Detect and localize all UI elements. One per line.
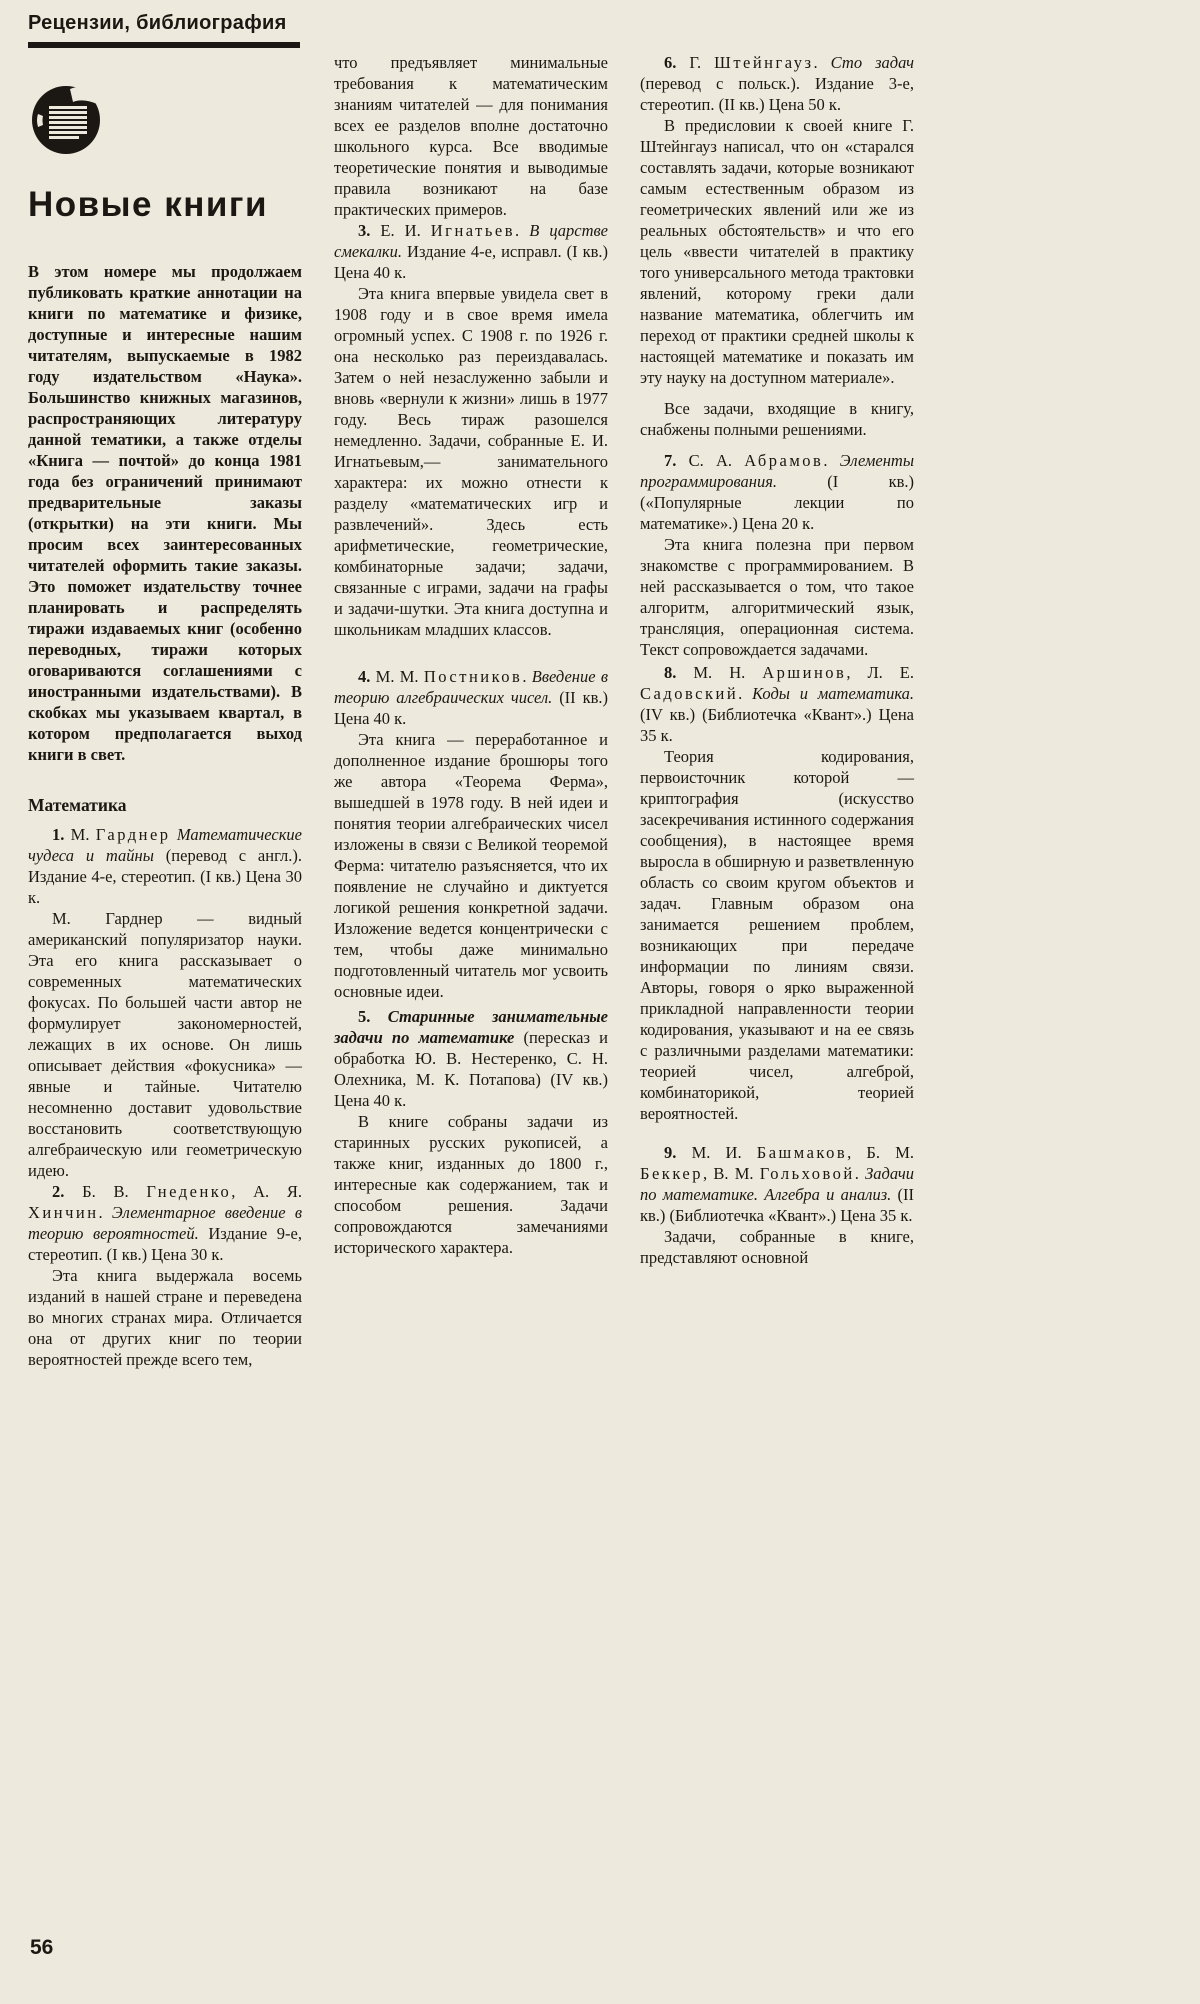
text-run: Аршинов xyxy=(762,663,847,682)
text-run: 1. xyxy=(52,824,71,844)
column-right xyxy=(640,52,914,1268)
text-run: Постников xyxy=(423,667,523,686)
text-run: . xyxy=(823,451,840,470)
text-run: Математические чудеса и тайны xyxy=(28,824,302,865)
paragraph: Эта книга полезна при первом знакомстве с программированием. В ней рассказывается о том, что такое алгоритм, алгоритмический язык, трансляция, операционная система. Текст сопровождается задачами. xyxy=(640,535,914,659)
text-run: Хинчин xyxy=(28,1202,99,1222)
book-entry xyxy=(28,824,302,908)
text-run: 8. xyxy=(664,663,694,682)
text-run: Элементарное введение в теорию вероятностей. xyxy=(28,1202,303,1243)
text-run: . xyxy=(98,1202,112,1222)
text-run: (I кв.) («Популярные лекции по математике».) Цена 20 к. xyxy=(640,472,914,533)
paragraph: В книге собраны задачи из старинных русских рукописей, а также книг, изданных до 1800 г., интересные как содержанием, так и способом решения. Задачи сопровождаются замечаниями исторического характера. xyxy=(334,1112,608,1257)
text-run: М. М. xyxy=(375,667,424,686)
paragraph: Эта книга впервые увидела свет в 1908 году и в свое время имела огромный успех. С 1908 г. по 1926 г. она несколько раз переиздавалась. Затем о ней незаслуженно забыли и вновь «вернули к жизни» лишь в 1977 году. Весь тираж разошелся немедленно. Задачи, собранные Е. И. Игнатьевым,— занимательного характера: их можно отнести к разделу «математических игр и развлечений». Здесь есть арифметические, геометрические, комбинаторные задачи; задачи, связанные с играми, задачи на графы и задачи-шутки. Эта книга доступна и школьникам младших классов. xyxy=(334,284,608,639)
book-entry xyxy=(334,1006,608,1111)
text-run: . xyxy=(854,1164,866,1183)
new-books-logo-icon xyxy=(30,82,108,156)
text-run: . xyxy=(515,221,530,240)
text-run: , В. М. xyxy=(703,1164,760,1183)
text-run: Гарднер xyxy=(95,824,171,844)
text-run: . xyxy=(813,53,831,72)
header-rule xyxy=(28,42,300,48)
text-run: Гнеденко xyxy=(146,1181,232,1201)
book-entry xyxy=(640,662,914,746)
text-run: М. И. xyxy=(691,1143,757,1162)
column-middle xyxy=(334,52,608,1258)
text-run: (IV кв.) (Библиотечка «Квант».) Цена 35 к. xyxy=(640,705,914,745)
section-heading: Математика xyxy=(28,794,127,815)
column-right-content xyxy=(640,52,914,1268)
text-run: Садовский xyxy=(640,684,739,703)
paragraph: Все задачи, входящие в книгу, снабжены полными решениями. xyxy=(640,399,914,439)
column-left-content xyxy=(28,261,302,1370)
text-run: 9. xyxy=(664,1143,692,1162)
text-run: Коды и математика. xyxy=(752,684,914,703)
text-run: Беккер xyxy=(640,1164,703,1183)
text-run: 4. xyxy=(358,667,376,686)
paragraph: Эта книга — переработанное и дополненное издание брошюры того же автора «Теорема Ферма», вышедшей в 1978 году. В ней идеи и понятия теории алгебраических чисел изложены в связи с Великой теоремой Ферма: читателю разъясняется, что их появление не случайно и диктуется логикой решения конкретной задачи. Изложение ведется концентрически с тем, чтобы даже минимально подготовленный читатель мог усвоить основные идеи. xyxy=(334,730,608,1001)
text-run: , Л. Е. xyxy=(846,663,914,682)
text-run: Штейнгауз xyxy=(714,53,814,72)
text-run: Введение в теорию алгебраических чисел. xyxy=(334,667,609,707)
column-left xyxy=(28,52,302,1370)
text-run: Гольховой xyxy=(759,1164,855,1183)
page-title: Новые книги xyxy=(28,185,269,224)
text-run: Элементы программирования. xyxy=(640,451,915,491)
text-run: Задачи по математике. Алгебра и анализ. xyxy=(640,1164,914,1204)
column-middle-content xyxy=(334,52,608,1258)
paragraph: М. Гарднер — видный американский популяризатор науки. Эта его книга рассказывает о современных математических фокусах. По большей части автор не формулирует закономерностей, лежащих в их основе. Он лишь описывает действия «фокусника» — явные и тайные. Читателю несомненно доставит удовольствие восстановить соответствующую алгебраическую или геометрическую идею. xyxy=(28,908,302,1180)
text-run: 6. xyxy=(664,53,690,72)
text-run: Абрамов xyxy=(744,451,824,470)
text-run: Издание 9-е, стереотип. (I кв.) Цена 30 к. xyxy=(28,1223,302,1264)
text-run: Игнатьев xyxy=(430,221,516,240)
text-run: (II кв.) Цена 40 к. xyxy=(334,688,608,728)
text-run: 7. xyxy=(664,451,689,470)
paragraph: Эта книга выдержала восемь изданий в нашей стране и переведена во многих странах мира. Отличается она от других книг по теории вероятностей прежде всего тем, xyxy=(28,1265,302,1369)
paragraph: Теория кодирования, первоисточник которой — криптография (искусство засекречивания истинного содержания сообщения), в настоящее время выросла в обширную и разветвленную область со своим кругом объектов и задач. Главным образом она занимается решением проблем, возникающих при передаче информации по линиям связи. Авторы, говоря о ярко выраженной прикладной направленности теории кодирования, указывают и на ее связь с различными разделами математики: теорией чисел, алгеброй, комбинаторикой, теорией вероятностей. xyxy=(640,747,914,1123)
text-run: (пересказ и обработка Ю. В. Нестеренко, С. Н. Олехника, М. К. Потапова) (IV кв.) Цена 40 к. xyxy=(334,1028,608,1110)
text-run: . xyxy=(522,667,532,686)
text-run: Старинные занимательные задачи по математике xyxy=(334,1007,609,1047)
text-run: Е. И. xyxy=(380,221,431,240)
paragraph: Задачи, собранные в книге, представляют основной xyxy=(640,1227,914,1267)
text-run: Сто задач xyxy=(830,53,915,72)
text-run: Г. xyxy=(689,53,715,72)
paragraph: что предъявляет минимальные требования к математическим знаниям читателей — для понимания всех ее разделов вполне достаточно школьного курса. Все вводимые теоретические понятия и выводимые правила возникают на базе практических примеров. xyxy=(334,53,608,219)
text-run: . xyxy=(738,684,753,703)
text-run: (II кв.) (Библиотечка «Квант».) Цена 35 к. xyxy=(640,1185,914,1225)
text-run: Башмаков xyxy=(756,1143,848,1162)
text-run: 3. xyxy=(358,221,381,240)
text-run: 2. xyxy=(52,1181,83,1201)
text-run: 5. xyxy=(358,1007,388,1026)
text-run: , Б. М. xyxy=(847,1143,914,1162)
paragraph: В предисловии к своей книге Г. Штейнгауз написал, что он «старался составлять задачи, которые возникают самым естественным образом из геометрических явлений или же из реальных обстоятельств» и что его цель «ввести читателей в практику того универсального метода трактовки явлений, которому греки дали название математика, облегчить им переход от практики средней школы к настоящей математике и показать им эту науку на доступном материале». xyxy=(640,116,914,387)
text-run: , А. Я. xyxy=(231,1181,303,1201)
book-entry xyxy=(640,450,914,534)
text-run: М. xyxy=(70,824,96,844)
text-run: В царстве смекалки. xyxy=(334,221,609,261)
text-run: С. А. xyxy=(688,451,745,470)
book-entry xyxy=(640,52,914,115)
page-number: 56 xyxy=(30,1936,54,1959)
text-run: (перевод с англ.). Издание 4-е, стереотип. (I кв.) Цена 30 к. xyxy=(28,845,302,907)
book-entry xyxy=(640,1142,914,1226)
running-header: Рецензии, библиография xyxy=(28,12,287,34)
book-entry xyxy=(28,1181,302,1265)
text-run: (перевод с польск.). Издание 3-е, стереотип. (II кв.) Цена 50 к. xyxy=(640,74,914,114)
book-entry xyxy=(334,666,608,729)
text-run: Издание 4-е, исправл. (I кв.) Цена 40 к. xyxy=(334,242,608,282)
text-run: Б. В. xyxy=(82,1181,147,1201)
text-run: М. Н. xyxy=(693,663,763,682)
book-entry xyxy=(334,220,608,283)
paragraph: В этом номере мы продолжаем публиковать краткие аннотации на книги по математике и физике, доступные и интересные нашим читателям, выпускаемые в 1982 году издательством «Наука». Большинство книжных магазинов, распространяющих литературу данной тематики, а также отделы «Книга — почтой» до конца 1981 года без ограничений принимают предварительные заказы (открытки) на эти книги. Мы просим всех заинтересованных читателей оформить такие заказы. Это поможет издательству точнее планировать и распределять тиражи издаваемых книг (особенно переводных, тиражи которых оговариваются соглашениями с иностранными издательствами). В скобках мы указываем квартал, в котором предполагается выход книги в свет. xyxy=(28,261,302,764)
